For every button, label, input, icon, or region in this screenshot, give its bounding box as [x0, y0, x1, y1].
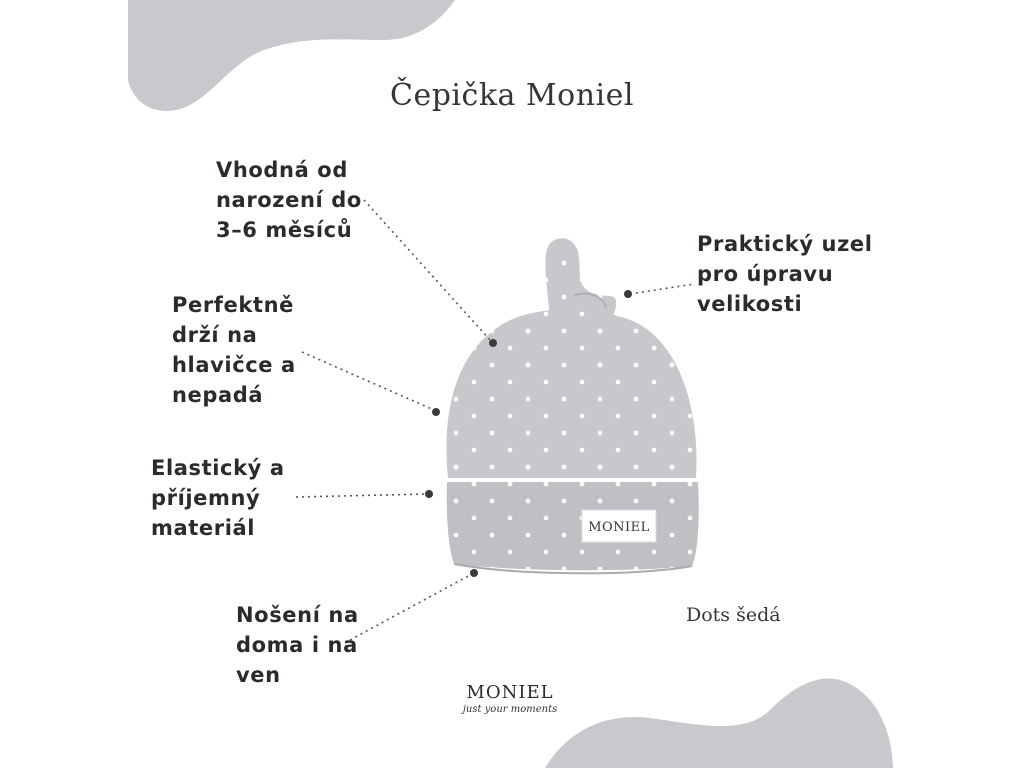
feature-material-line-2: příjemný [151, 486, 261, 510]
feature-fit-line-3: hlavičce a [172, 353, 296, 377]
callout-marker-knot [624, 290, 632, 298]
feature-material-line-3: materiál [151, 516, 256, 540]
callout-marker-age [489, 339, 497, 347]
callout-line-age [364, 200, 490, 340]
feature-fit-line-1: Perfektně [172, 293, 294, 317]
feature-knot-line-1: Praktický uzel [697, 232, 873, 256]
feature-wear-line-3: ven [236, 663, 281, 687]
callout-marker-fit [432, 408, 440, 416]
callout-marker-material [425, 490, 433, 498]
hat-label-text: MONIEL [588, 520, 650, 535]
page-title: Čepička Moniel [390, 78, 634, 113]
feature-fit-line-4: nepadá [172, 383, 264, 407]
callout-line-knot [630, 284, 694, 294]
feature-age-line-3: 3–6 měsíců [216, 218, 353, 242]
variant-name: Dots šedá [686, 604, 781, 626]
feature-knot-line-2: pro úpravu [697, 262, 834, 286]
feature-material-line-1: Elastický a [151, 456, 285, 480]
feature-age-line-1: Vhodná od [216, 158, 348, 182]
callout-marker-wear [470, 569, 478, 577]
callout-line-wear [350, 574, 472, 640]
callout-line-material [296, 494, 428, 497]
feature-age-line-2: narození do [216, 188, 362, 212]
brand-logo: MONIEL [466, 682, 554, 703]
callout-line-fit [302, 352, 434, 410]
brand-tagline: just your moments [462, 704, 558, 715]
feature-fit-line-2: drží na [172, 323, 258, 347]
feature-wear-line-1: Nošení na [236, 603, 359, 627]
feature-knot-line-3: velikosti [697, 292, 803, 316]
feature-wear-line-2: doma i na [236, 633, 358, 657]
